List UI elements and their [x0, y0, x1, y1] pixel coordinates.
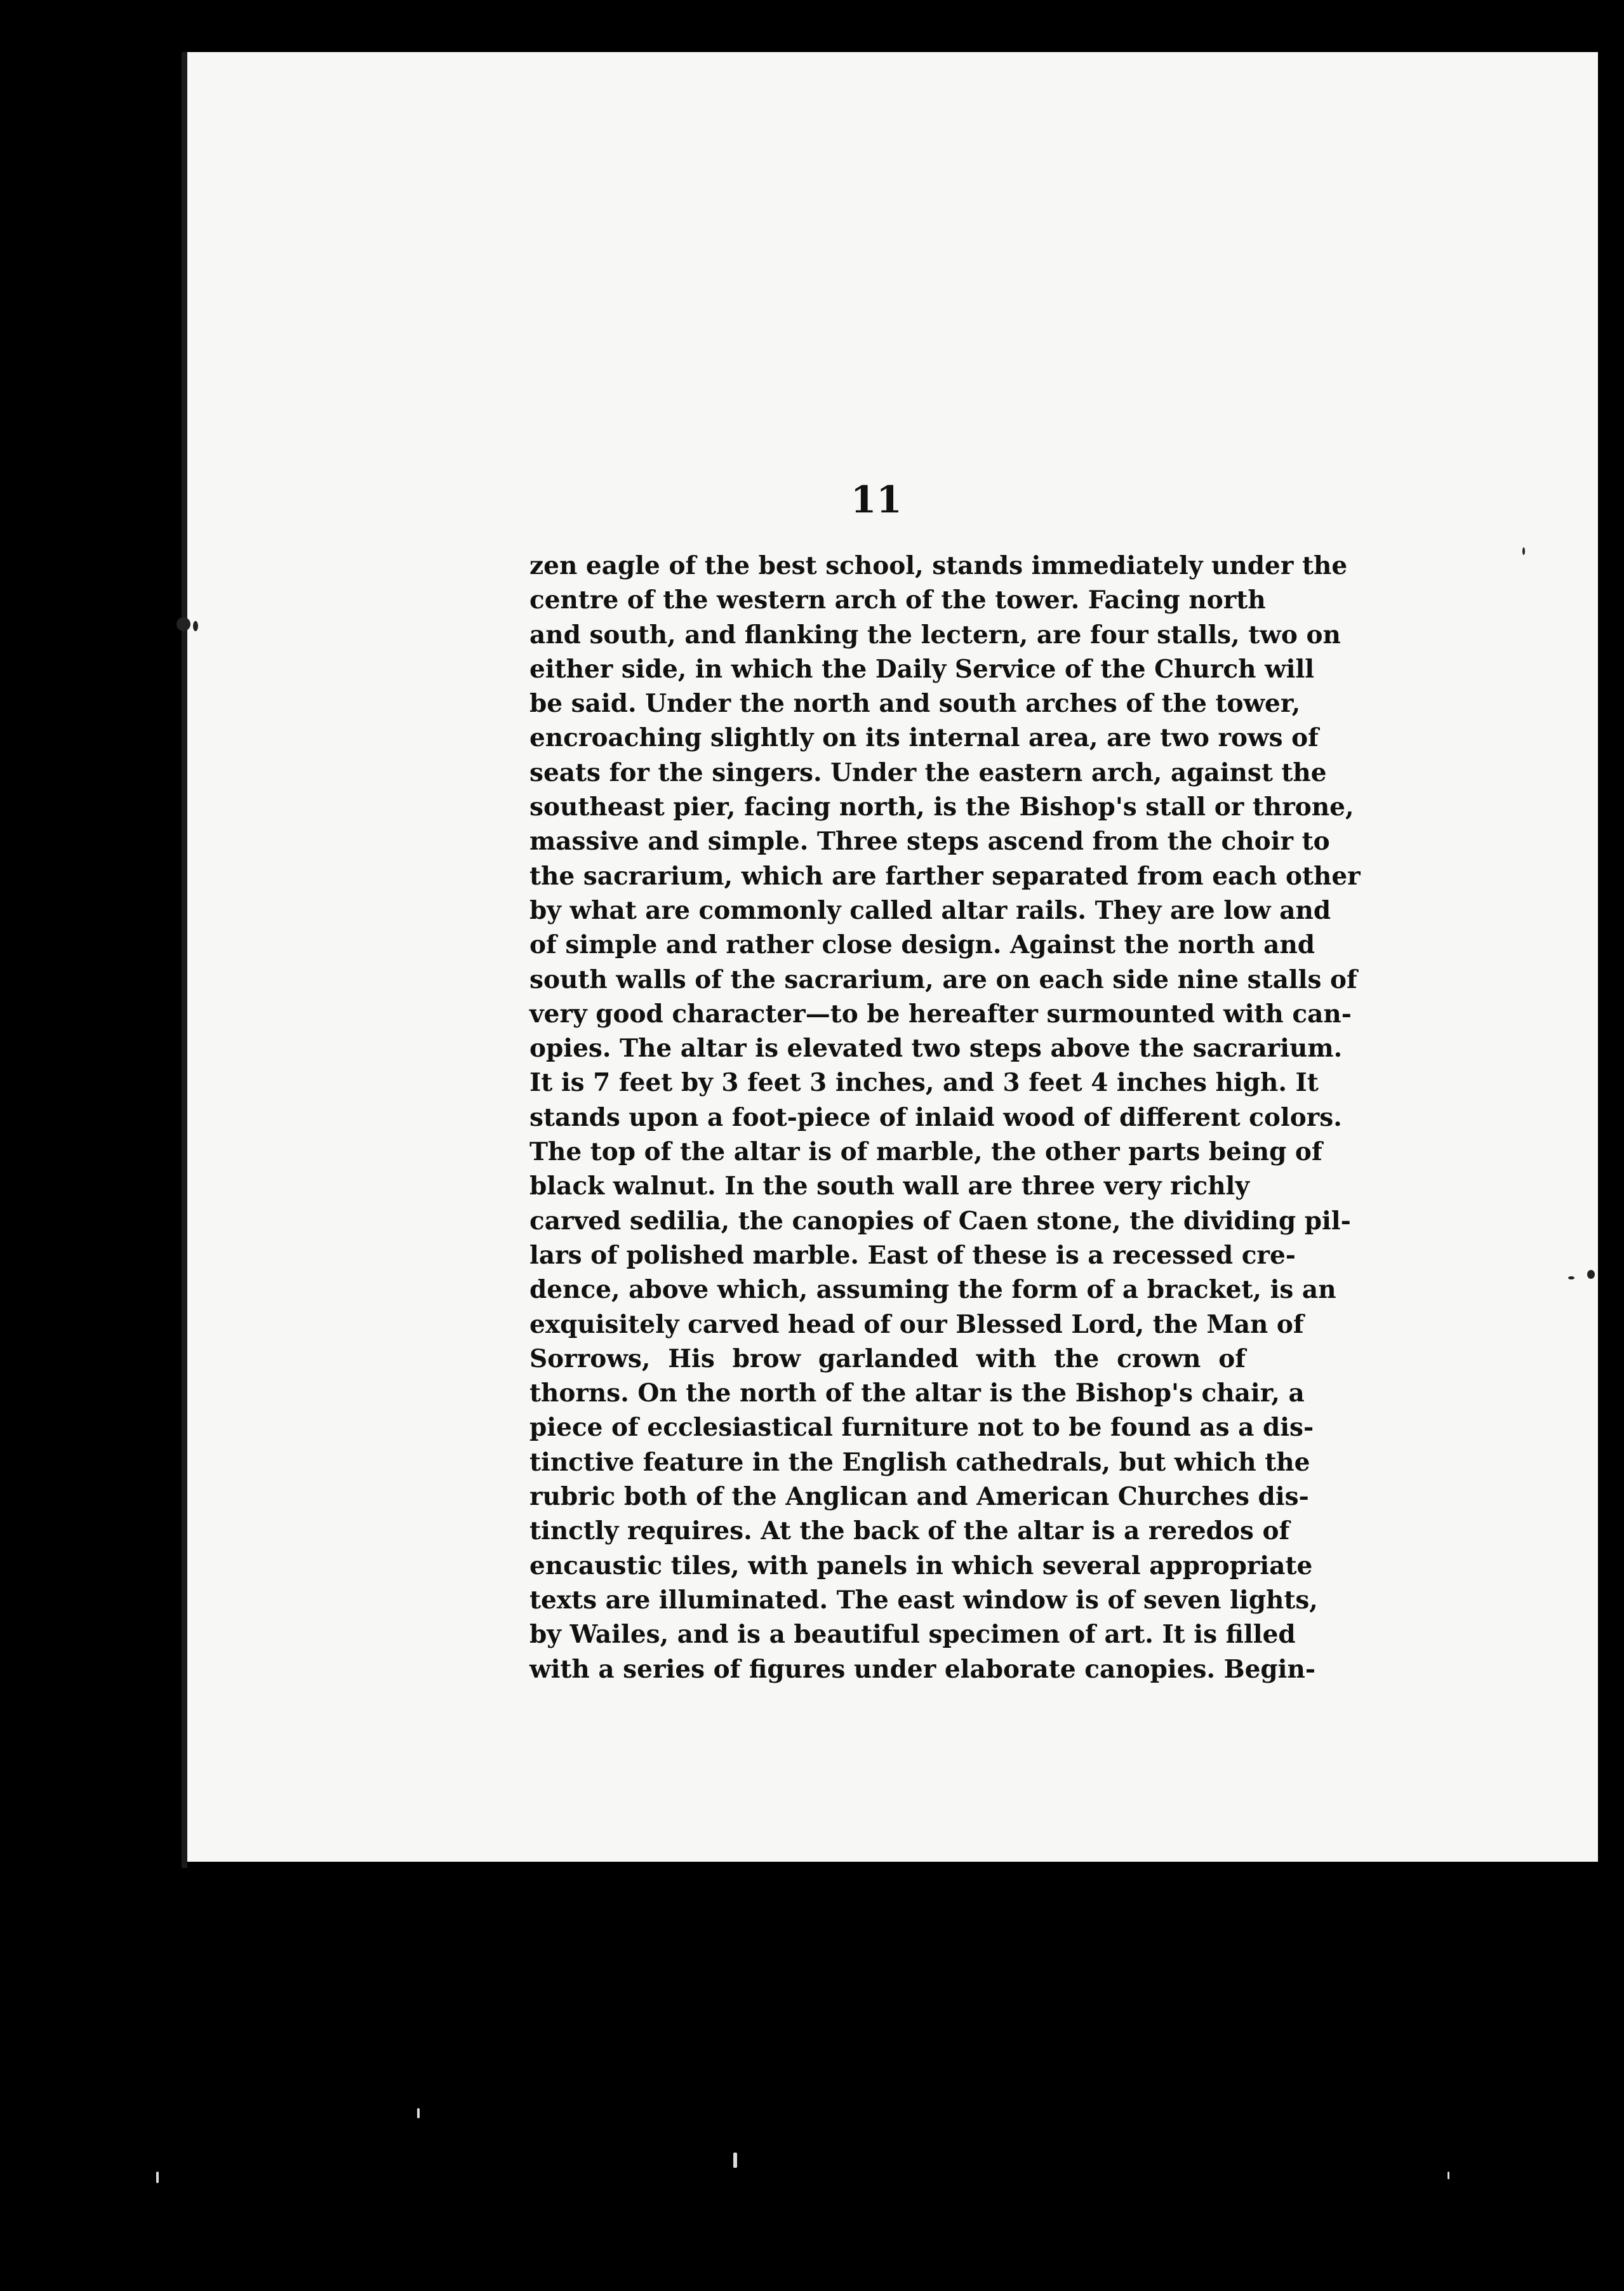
text-line: carved sedilia, the canopies of Caen stone, the dividing pil-: [529, 1206, 1351, 1236]
text-line: tinctive feature in the English cathedrals, but which the: [529, 1447, 1310, 1477]
text-line: with a series of figures under elaborate canopies. Begin-: [529, 1654, 1316, 1684]
body-text: [529, 549, 1361, 1687]
scan-speck: [1568, 1276, 1574, 1279]
text-line: lars of polished marble. East of these is a recessed cre-: [529, 1240, 1296, 1270]
text-line: zen eagle of the best school, stands immediately under the: [529, 551, 1348, 580]
text-line: It is 7 feet by 3 feet 3 inches, and 3 feet 4 inches high. It: [529, 1068, 1319, 1098]
text-line: massive and simple. Three steps ascend from the choir to: [529, 827, 1330, 857]
text-line: opies. The altar is elevated two steps above the sacrarium.: [529, 1034, 1343, 1064]
text-line: southeast pier, facing north, is the Bishop's stall or throne,: [529, 792, 1354, 822]
text-line: encroaching slightly on its internal area, are two rows of: [529, 723, 1319, 753]
text-line: thorns. On the north of the altar is the Bishop's chair, a: [529, 1379, 1305, 1408]
text-line: The top of the altar is of marble, the other parts being of: [529, 1137, 1322, 1167]
scan-speck: [417, 2108, 420, 2118]
scan-speck: [193, 621, 198, 631]
text-line: of simple and rather close design. Against the north and: [529, 930, 1315, 960]
text-line: exquisitely carved head of our Blessed Lord, the Man of: [529, 1309, 1304, 1339]
text-line: seats for the singers. Under the eastern arch, against the: [529, 758, 1327, 787]
scan-speck: [176, 617, 190, 631]
text-line: and south, and flanking the lectern, are four stalls, two on: [529, 620, 1341, 650]
text-line: by what are commonly called altar rails. They are low and: [529, 895, 1331, 925]
scan-speck: [156, 2172, 159, 2183]
text-line: encaustic tiles, with panels in which several appropriate: [529, 1551, 1313, 1580]
text-line: black walnut. In the south wall are three very richly: [529, 1172, 1250, 1201]
text-line: by Wailes, and is a beautiful specimen of art. It is filled: [529, 1620, 1296, 1650]
scan-speck: [1448, 2172, 1449, 2179]
text-line: dence, above which, assuming the form of a bracket, is an: [529, 1275, 1336, 1305]
scan-speck: [1522, 547, 1525, 555]
text-line: either side, in which the Daily Service of the Church will: [529, 654, 1315, 684]
binding-gutter-line: [182, 52, 187, 1868]
text-line: centre of the western arch of the tower. Facing north: [529, 585, 1266, 615]
text-line: tinctly requires. At the back of the altar is a reredos of: [529, 1516, 1290, 1546]
text-line: piece of ecclesiastical furniture not to be found as a dis-: [529, 1413, 1314, 1443]
text-line: be said. Under the north and south arches of the tower,: [529, 689, 1301, 719]
text-line: Sorrows, His brow garlanded with the crown of: [529, 1344, 1246, 1373]
scan-speck: [1587, 1270, 1595, 1279]
scan-speck: [733, 2153, 737, 2168]
text-line: stands upon a foot-piece of inlaid wood of different colors.: [529, 1102, 1342, 1132]
text-line: very good character—to be hereafter surmounted with can-: [529, 999, 1352, 1029]
text-line: rubric both of the Anglican and American Churches dis-: [529, 1482, 1309, 1512]
text-line: texts are illuminated. The east window is of seven lights,: [529, 1585, 1318, 1615]
page-number: 11: [851, 478, 902, 521]
text-line: the sacrarium, which are farther separated from each other: [529, 861, 1361, 891]
text-line: south walls of the sacrarium, are on each side nine stalls of: [529, 965, 1357, 994]
